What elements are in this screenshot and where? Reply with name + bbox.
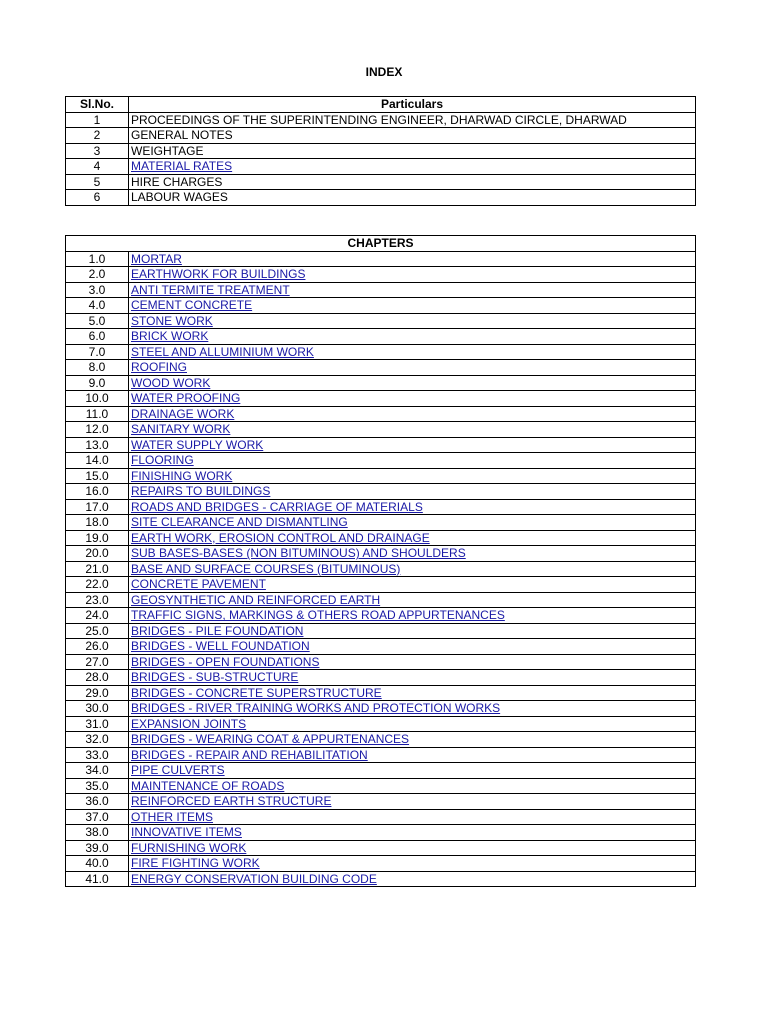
table-row — [66, 763, 696, 779]
table-row — [66, 515, 696, 531]
row-number: 40.0 — [66, 856, 129, 872]
chapter-link[interactable]: OTHER ITEMS — [131, 809, 214, 824]
table-row — [66, 670, 696, 686]
table-row — [66, 561, 696, 577]
row-particulars — [129, 778, 696, 794]
row-number: 3.0 — [66, 282, 129, 298]
row-particulars — [129, 685, 696, 701]
row-particulars — [129, 282, 696, 298]
row-particulars — [129, 856, 696, 872]
chapters-header-row — [66, 236, 696, 252]
row-particulars — [129, 670, 696, 686]
chapter-link[interactable]: TRAFFIC SIGNS, MARKINGS & OTHERS ROAD APPURTENANCES — [131, 608, 505, 623]
row-number: 5.0 — [66, 313, 129, 329]
row-particulars — [129, 530, 696, 546]
table-row — [66, 267, 696, 283]
chapter-link[interactable]: BRIDGES - RIVER TRAINING WORKS AND PROTECTION WORKS — [131, 701, 501, 716]
table-row — [66, 794, 696, 810]
row-number: 25.0 — [66, 623, 129, 639]
row-particulars — [129, 267, 696, 283]
table-row — [66, 732, 696, 748]
row-number: 16.0 — [66, 484, 129, 500]
row-number: 7.0 — [66, 344, 129, 360]
table-row — [66, 159, 696, 175]
row-particulars — [129, 484, 696, 500]
index-table — [65, 96, 696, 206]
row-number: 10.0 — [66, 391, 129, 407]
row-particulars — [129, 840, 696, 856]
row-particulars: PROCEEDINGS OF THE SUPERINTENDING ENGINEER, DHARWAD CIRCLE, DHARWAD — [129, 112, 696, 128]
chapter-link[interactable]: WATER PROOFING — [131, 391, 241, 406]
chapter-link[interactable]: ROADS AND BRIDGES - CARRIAGE OF MATERIALS — [131, 499, 423, 514]
chapter-link[interactable]: BRIDGES - WEARING COAT & APPURTENANCES — [131, 732, 410, 747]
table-row — [66, 484, 696, 500]
row-particulars: GENERAL NOTES — [129, 128, 696, 144]
row-particulars: WEIGHTAGE — [129, 143, 696, 159]
table-row — [66, 716, 696, 732]
row-number: 21.0 — [66, 561, 129, 577]
row-number: 29.0 — [66, 685, 129, 701]
table-row — [66, 530, 696, 546]
chapter-link[interactable]: FIRE FIGHTING WORK — [131, 856, 260, 871]
table-row — [66, 174, 696, 190]
row-number: 36.0 — [66, 794, 129, 810]
table-row — [66, 592, 696, 608]
chapter-link[interactable]: SUB BASES-BASES (NON BITUMINOUS) AND SHOULDERS — [131, 546, 466, 561]
chapter-link[interactable]: CEMENT CONCRETE — [131, 298, 253, 313]
table-row — [66, 468, 696, 484]
row-number: 39.0 — [66, 840, 129, 856]
row-particulars — [129, 561, 696, 577]
row-number: 5 — [66, 174, 129, 190]
table-row — [66, 825, 696, 841]
table-row — [66, 639, 696, 655]
table-row — [66, 143, 696, 159]
table-row — [66, 313, 696, 329]
row-particulars — [129, 313, 696, 329]
chapter-link[interactable]: MORTAR — [131, 251, 182, 266]
row-number: 31.0 — [66, 716, 129, 732]
chapter-link[interactable]: GEOSYNTHETIC AND REINFORCED EARTH — [131, 592, 381, 607]
chapter-link[interactable]: FURNISHING WORK — [131, 840, 247, 855]
row-particulars — [129, 871, 696, 887]
row-number: 9.0 — [66, 375, 129, 391]
chapter-link[interactable]: EXPANSION JOINTS — [131, 716, 247, 731]
row-number: 11.0 — [66, 406, 129, 422]
row-number: 28.0 — [66, 670, 129, 686]
chapter-link[interactable]: ENERGY CONSERVATION BUILDING CODE — [131, 871, 377, 886]
row-particulars: LABOUR WAGES — [129, 190, 696, 206]
row-number: 41.0 — [66, 871, 129, 887]
table-row — [66, 685, 696, 701]
chapter-link[interactable]: WOOD WORK — [131, 375, 211, 390]
row-particulars — [129, 763, 696, 779]
row-particulars — [129, 329, 696, 345]
table-row — [66, 546, 696, 562]
table-row — [66, 360, 696, 376]
table-row — [66, 654, 696, 670]
row-number: 6.0 — [66, 329, 129, 345]
row-particulars — [129, 406, 696, 422]
row-particulars: HIRE CHARGES — [129, 174, 696, 190]
chapter-link[interactable]: EARTHWORK FOR BUILDINGS — [131, 267, 306, 282]
row-number: 38.0 — [66, 825, 129, 841]
row-number: 19.0 — [66, 530, 129, 546]
row-particulars — [129, 577, 696, 593]
row-number: 32.0 — [66, 732, 129, 748]
row-particulars — [129, 251, 696, 267]
chapter-link[interactable]: MATERIAL RATES — [131, 159, 233, 174]
row-particulars — [129, 732, 696, 748]
chapter-link[interactable]: STEEL AND ALLUMINIUM WORK — [131, 344, 314, 359]
row-particulars — [129, 654, 696, 670]
chapters-header: CHAPTERS — [66, 236, 696, 252]
table-row — [66, 282, 696, 298]
row-particulars — [129, 453, 696, 469]
row-particulars — [129, 499, 696, 515]
table-row — [66, 871, 696, 887]
row-number: 18.0 — [66, 515, 129, 531]
row-particulars — [129, 159, 696, 175]
row-number: 1 — [66, 112, 129, 128]
chapter-link[interactable]: BRIDGES - REPAIR AND REHABILITATION — [131, 747, 368, 762]
row-particulars — [129, 375, 696, 391]
chapter-link[interactable]: BRIDGES - PILE FOUNDATION — [131, 623, 304, 638]
row-number: 27.0 — [66, 654, 129, 670]
table-row — [66, 190, 696, 206]
row-number: 14.0 — [66, 453, 129, 469]
slno-header: Sl.No. — [66, 97, 129, 113]
row-particulars — [129, 794, 696, 810]
row-particulars — [129, 592, 696, 608]
table-row — [66, 778, 696, 794]
table-row — [66, 128, 696, 144]
chapter-link[interactable]: PIPE CULVERTS — [131, 763, 225, 778]
chapter-link[interactable]: CONCRETE PAVEMENT — [131, 577, 266, 592]
table-row — [66, 809, 696, 825]
chapter-link[interactable]: BASE AND SURFACE COURSES (BITUMINOUS) — [131, 561, 401, 576]
row-number: 12.0 — [66, 422, 129, 438]
chapter-link[interactable]: EARTH WORK, EROSION CONTROL AND DRAINAGE — [131, 530, 430, 545]
row-particulars — [129, 515, 696, 531]
row-particulars — [129, 825, 696, 841]
chapter-link[interactable]: SITE CLEARANCE AND DISMANTLING — [131, 515, 348, 530]
row-particulars — [129, 701, 696, 717]
index-title: INDEX — [365, 65, 403, 79]
chapter-link[interactable]: ROOFING — [131, 360, 187, 375]
index-header-row — [66, 97, 696, 113]
row-number: 37.0 — [66, 809, 129, 825]
chapter-link[interactable]: BRIDGES - OPEN FOUNDATIONS — [131, 654, 320, 669]
chapter-link[interactable]: BRIDGES - CONCRETE SUPERSTRUCTURE — [131, 685, 382, 700]
row-number: 3 — [66, 143, 129, 159]
chapter-link[interactable]: REINFORCED EARTH STRUCTURE — [131, 794, 332, 809]
row-particulars — [129, 360, 696, 376]
table-row — [66, 453, 696, 469]
chapter-link[interactable]: DRAINAGE WORK — [131, 406, 235, 421]
table-row — [66, 329, 696, 345]
chapter-link[interactable]: INNOVATIVE ITEMS — [131, 825, 242, 840]
particulars-header: Particulars — [129, 97, 696, 113]
row-number: 22.0 — [66, 577, 129, 593]
chapter-link[interactable]: FLOORING — [131, 453, 194, 468]
chapter-link[interactable]: STONE WORK — [131, 313, 213, 328]
chapters-table — [65, 235, 696, 887]
row-particulars — [129, 391, 696, 407]
row-number: 30.0 — [66, 701, 129, 717]
table-row — [66, 344, 696, 360]
table-row — [66, 251, 696, 267]
table-row — [66, 406, 696, 422]
chapter-link[interactable]: MAINTENANCE OF ROADS — [131, 778, 285, 793]
table-row — [66, 499, 696, 515]
table-row — [66, 623, 696, 639]
table-row — [66, 577, 696, 593]
row-number: 2.0 — [66, 267, 129, 283]
row-number: 6 — [66, 190, 129, 206]
row-number: 2 — [66, 128, 129, 144]
row-particulars — [129, 298, 696, 314]
row-particulars — [129, 468, 696, 484]
row-number: 35.0 — [66, 778, 129, 794]
row-number: 26.0 — [66, 639, 129, 655]
chapter-link[interactable]: BRIDGES - SUB-STRUCTURE — [131, 670, 299, 685]
row-number: 24.0 — [66, 608, 129, 624]
table-row — [66, 608, 696, 624]
table-row — [66, 747, 696, 763]
table-row — [66, 112, 696, 128]
row-number: 17.0 — [66, 499, 129, 515]
row-number: 4 — [66, 159, 129, 175]
row-particulars — [129, 344, 696, 360]
chapter-link[interactable]: ANTI TERMITE TREATMENT — [131, 282, 290, 297]
table-row — [66, 422, 696, 438]
row-particulars — [129, 623, 696, 639]
chapter-link[interactable]: REPAIRS TO BUILDINGS — [131, 484, 271, 499]
table-row — [66, 701, 696, 717]
chapter-link[interactable]: BRICK WORK — [131, 329, 209, 344]
row-number: 8.0 — [66, 360, 129, 376]
chapter-link[interactable]: SANITARY WORK — [131, 422, 231, 437]
row-number: 23.0 — [66, 592, 129, 608]
row-number: 15.0 — [66, 468, 129, 484]
table-row — [66, 375, 696, 391]
chapter-link[interactable]: BRIDGES - WELL FOUNDATION — [131, 639, 310, 654]
table-row — [66, 437, 696, 453]
row-particulars — [129, 639, 696, 655]
row-particulars — [129, 747, 696, 763]
table-row — [66, 856, 696, 872]
table-row — [66, 840, 696, 856]
row-number: 20.0 — [66, 546, 129, 562]
row-particulars — [129, 546, 696, 562]
table-row — [66, 298, 696, 314]
row-number: 33.0 — [66, 747, 129, 763]
row-number: 13.0 — [66, 437, 129, 453]
table-row — [66, 391, 696, 407]
row-particulars — [129, 422, 696, 438]
row-particulars — [129, 437, 696, 453]
chapter-link[interactable]: WATER SUPPLY WORK — [131, 437, 264, 452]
row-number: 4.0 — [66, 298, 129, 314]
row-particulars — [129, 608, 696, 624]
chapter-link[interactable]: FINISHING WORK — [131, 468, 233, 483]
row-particulars — [129, 809, 696, 825]
row-particulars — [129, 716, 696, 732]
row-number: 34.0 — [66, 763, 129, 779]
row-number: 1.0 — [66, 251, 129, 267]
